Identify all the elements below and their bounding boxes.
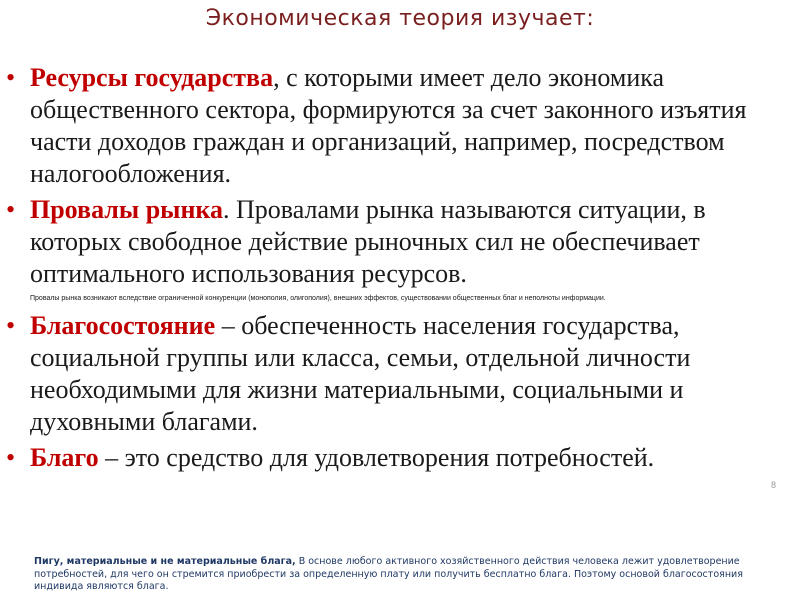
definition-welfare: – обеспеченность населения государства, социальной группы или класса, семьи, отдельной личности необходимыми для жизни материальными, социальными и духовными благами. [30, 311, 691, 436]
bullet-icon: • [6, 443, 16, 472]
definition-market-failures: . Провалами рынка называются ситуации, в которых свободное действие рыночных сил не обеспечивает оптимального использования ресурсов. [30, 195, 706, 288]
list-item-good [6, 442, 796, 474]
definition-good: – это средство для удовлетворения потребностей. [98, 443, 655, 472]
footer-text: В основе любого активного хозяйственного действия человека лежит удовлетворение потребностей, для чего он стремится приобрести за определенную плату или получить бесплатно блага. Поэтому основой благосостояния индивида являются блага. [34, 556, 743, 592]
bullet-list [6, 62, 796, 478]
footer-note [34, 556, 774, 594]
term-market-failures: Провалы рынка [30, 195, 224, 224]
term-resources: Ресурсы государства [30, 63, 274, 92]
footer-lead: Пигу, материальные и не материальные блага, [34, 556, 296, 567]
list-item-welfare [6, 310, 796, 438]
market-failures-note: Провалы рынка возникают вследствие ограниченной конкуренции (монополия, олигополия), внешних эффектов, существовании общественных благ и неполноты информации. [30, 295, 606, 302]
bullet-icon: • [6, 63, 16, 92]
slide-title: Экономическая теория изучает: [205, 6, 595, 31]
bullet-icon: • [6, 195, 16, 224]
list-item-market-failures [6, 194, 796, 290]
term-good: Благо [30, 443, 99, 472]
term-welfare: Благосостояние [30, 311, 216, 340]
definition-resources: , с которыми имеет дело экономика общественного сектора, формируются за счет законного изъятия части доходов граждан и организаций, например, посредством налогообложения. [30, 63, 747, 188]
bullet-icon: • [6, 311, 16, 340]
list-item-resources [6, 62, 796, 190]
page-number: 8 [771, 480, 777, 490]
